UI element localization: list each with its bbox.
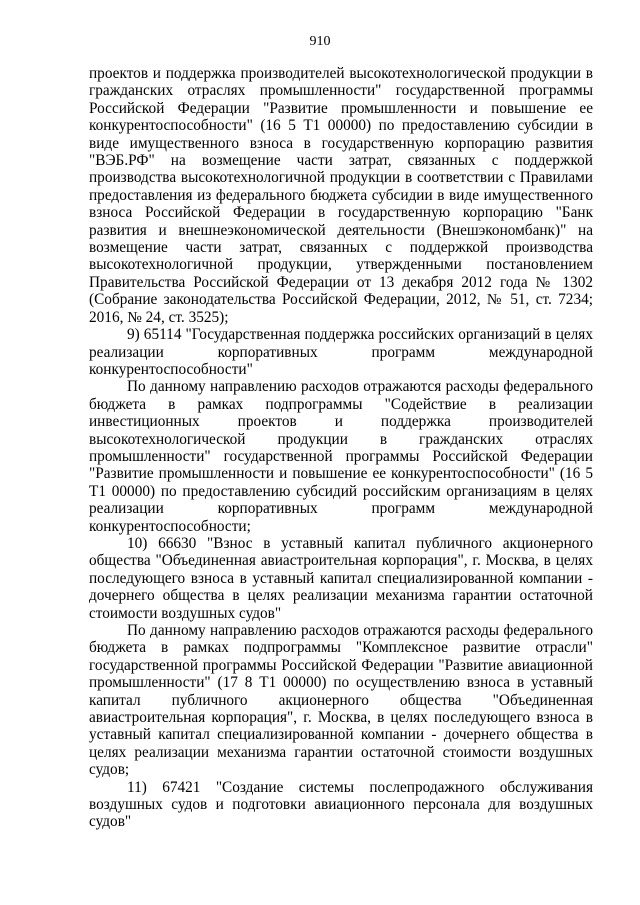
paragraph-item-9-description: По данному направлению расходов отражаются расходы федерального бюджета в рамках подпрограммы "Содействие в реализации инвестиционных проектов и поддержка производителей высокотехнологической продукции в гражданских отраслях промышленности" государственной программы Российской Федерации "Развитие промышленности и повышение ее конкурентоспособности" (16 5 Т1 00000) по предоставлению субсидий российским организациям в целях реализации корпоративных программ международной конкурентоспособности; xyxy=(89,378,593,535)
document-body xyxy=(89,65,593,831)
paragraph-item-10-description: По данному направлению расходов отражаются расходы федерального бюджета в рамках подпрограммы "Комплексное развитие отрасли" государственной программы Российской Федерации "Развитие авиационной промышленности" (17 8 Т1 00000) по осуществлению взноса в уставный капитал публичного акционерного общества "Объединенная авиастроительная корпорация", г. Москва, в целях последующего взноса в уставный капитал специализированной компании - дочернего общества в целях реализации механизма гарантии остаточной стоимости воздушных судов; xyxy=(89,622,593,779)
paragraph-continuation: проектов и поддержка производителей высокотехнологической продукции в гражданских отраслях промышленности" государственной программы Российской Федерации "Развитие промышленности и повышение ее конкурентоспособности" (16 5 Т1 00000) по предоставлению субсидии в виде имущественного взноса в государственную корпорацию развития "ВЭБ.РФ" на возмещение части затрат, связанных с поддержкой производства высокотехнологичной продукции в соответствии с Правилами предоставления из федерального бюджета субсидии в виде имущественного взноса Российской Федерации в государственную корпорацию "Банк развития и внешнеэкономической деятельности (Внешэкономбанк)" на возмещение части затрат, связанных с поддержкой производства высокотехнологичной продукции, утвержденными постановлением Правительства Российской Федерации от 13 декабря 2012 года № 1302 (Собрание законодательства Российской Федерации, 2012, № 51, ст. 7234; 2016, № 24, ст. 3525); xyxy=(89,65,593,326)
page-number: 910 xyxy=(309,34,331,49)
list-item-11: 11) 67421 "Создание системы послепродажного обслуживания воздушных судов и подготовки авиационного персонала для воздушных судов" xyxy=(89,778,593,831)
list-item-10: 10) 66630 "Взнос в уставный капитал публичного акционерного общества "Объединенная авиастроительная корпорация", г. Москва, в целях последующего взноса в уставный капитал специализированной компании - дочернего общества в целях реализации механизма гарантии остаточной стоимости воздушных судов" xyxy=(89,534,593,622)
list-item-9: 9) 65114 "Государственная поддержка российских организаций в целях реализации корпоративных программ международной конкурентоспособности" xyxy=(89,326,593,378)
